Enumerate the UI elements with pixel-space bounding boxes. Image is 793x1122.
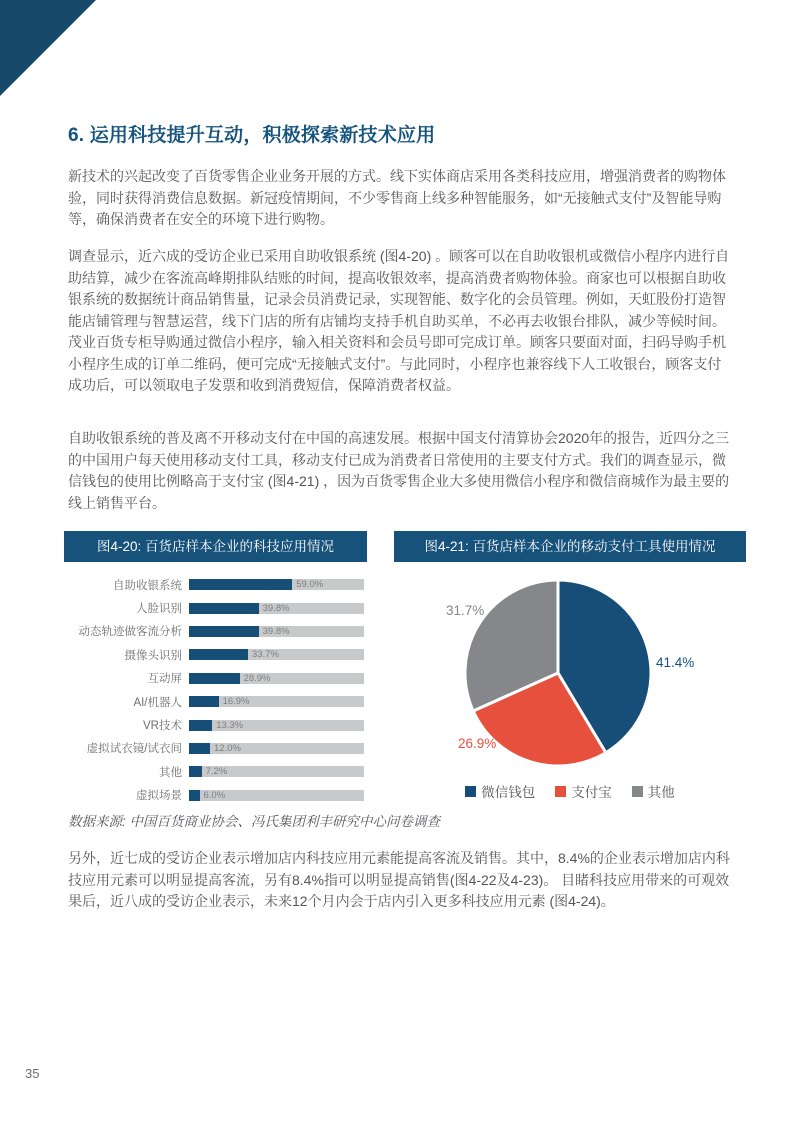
bar-chart	[64, 573, 367, 807]
bar-value-label: 59.0%	[296, 579, 324, 591]
bar-track	[189, 790, 364, 801]
pie-label-alipay: 26.9%	[458, 736, 497, 751]
bar-value-label: 39.8%	[262, 625, 290, 637]
bar-track	[189, 743, 364, 754]
figure-4-21-title: 图4-21: 百货店样本企业的移动支付工具使用情况	[394, 531, 746, 562]
bar-track	[189, 766, 364, 777]
bar-row	[64, 573, 367, 596]
bar-value-label: 13.3%	[216, 719, 244, 731]
bar-row	[64, 596, 367, 619]
figure-4-20-title: 图4-20: 百货店样本企业的科技应用情况	[64, 531, 367, 562]
bar-row	[64, 690, 367, 713]
corner-triangle-decoration	[0, 0, 96, 96]
pie-label-wechat: 41.4%	[656, 655, 695, 670]
figure-4-21	[394, 531, 746, 821]
figure-4-20	[64, 531, 367, 807]
bar-row	[64, 737, 367, 760]
bar-row	[64, 667, 367, 690]
paragraph-intro: 新技术的兴起改变了百货零售企业业务开展的方式。线下实体商店采用各类科技应用，增强消费者的购物体验，同时获得消费信息数据。新冠疫情期间，不少零售商上线多种智能服务，如“无接触式支付”及智能导购等，确保消费者在安全的环境下进行购物。	[68, 168, 726, 227]
bar-fill	[189, 743, 210, 754]
bar-track	[189, 696, 364, 707]
data-source-note: 数据来源: 中国百货商业协会、冯氏集团利丰研究中心问卷调查	[68, 814, 441, 829]
bar-category-label: 虚拟场景	[136, 790, 182, 803]
pie-legend	[394, 781, 746, 801]
bar-fill	[189, 626, 259, 637]
legend-item-other	[632, 781, 675, 801]
bar-value-label: 6.0%	[203, 789, 226, 801]
bar-fill	[189, 790, 200, 801]
bar-row	[64, 643, 367, 666]
bar-track	[189, 720, 364, 731]
bar-fill	[189, 603, 259, 614]
bar-value-label: 16.9%	[222, 696, 250, 708]
paragraph-mobile-payment: 自助收银系统的普及离不开移动支付在中国的高速发展。根据中国支付清算协会2020年的报告，近四分之三的中国用户每天使用移动支付工具，移动支付已成为消费者日常使用的主要支付方式。我们的调查显示，微信钱包的使用比例略高于支付宝 (图4-21) ，因为百货零售企业大多使用微信小程序和微信商城作为最主要的线上销售平台。	[68, 430, 730, 511]
bar-fill	[189, 696, 219, 707]
legend-swatch-wechat-icon	[465, 786, 476, 797]
bar-value-label: 28.9%	[243, 672, 271, 684]
legend-label-alipay: 支付宝	[571, 785, 612, 800]
bar-track	[189, 603, 364, 614]
bar-category-label: 动态轨迹做客流分析	[78, 626, 182, 639]
paragraph-self-checkout: 调查显示，近六成的受访企业已采用自助收银系统 (图4-20) 。顾客可以在自助收银机或微信小程序内进行自助结算，减少在客流高峰期排队结账的时间，提高收银效率，提高消费者购物体验。商家也可以根据自助收银系统的数据统计商品销售量，记录会员消费记录，实现智能、数字化的会员管理。例如，天虹股份打造智能店铺管理与智慧运营，线下门店的所有店铺均支持手机自助买单，不必再去收银台排队，减少等候时间。茂业百货专柜导购通过微信小程序，输入相关资料和会员号即可完成订单。顾客只要面对面，扫码导购手机小程序生成的订单二维码，便可完成“无接触式支付”。与此同时，小程序也兼容线下人工收银台，顾客支付成功后，可以领取电子发票和收到消费短信，保障消费者权益。	[68, 248, 730, 393]
bar-category-label: AI/机器人	[133, 696, 182, 709]
legend-swatch-alipay-icon	[555, 786, 566, 797]
bar-category-label: VR技术	[143, 720, 182, 733]
legend-label-wechat: 微信钱包	[481, 785, 536, 800]
legend-item-alipay	[555, 781, 612, 801]
bar-category-label: 人脸识别	[136, 603, 182, 616]
pie-label-other: 31.7%	[446, 603, 485, 618]
bar-category-label: 自助收银系统	[113, 579, 182, 592]
bar-row	[64, 713, 367, 736]
bar-row	[64, 620, 367, 643]
bar-track	[189, 579, 364, 590]
bar-track	[189, 626, 364, 637]
bar-track	[189, 673, 364, 684]
bar-category-label: 其他	[159, 766, 182, 779]
section-heading: 6. 运用科技提升互动，积极探索新技术应用	[68, 125, 436, 146]
bar-category-label: 互动屏	[147, 673, 182, 686]
bar-fill	[189, 766, 202, 777]
bar-category-label: 摄像头识别	[124, 649, 182, 662]
bar-fill	[189, 579, 292, 590]
bar-track	[189, 649, 364, 660]
legend-item-wechat	[465, 781, 535, 801]
bar-value-label: 7.2%	[205, 766, 228, 778]
bar-fill	[189, 673, 240, 684]
bar-fill	[189, 720, 212, 731]
bar-row	[64, 784, 367, 807]
legend-label-other: 其他	[647, 785, 675, 800]
legend-swatch-other-icon	[632, 786, 643, 797]
bar-value-label: 12.0%	[214, 742, 241, 754]
bar-category-label: 虚拟试衣镜/试衣间	[86, 743, 182, 756]
page-number: 35	[25, 1066, 40, 1081]
bar-fill	[189, 649, 248, 660]
bar-row	[64, 760, 367, 783]
bar-value-label: 39.8%	[262, 602, 290, 614]
bar-value-label: 33.7%	[251, 649, 279, 661]
paragraph-closing: 另外，近七成的受访企业表示增加店内科技应用元素能提高客流及销售。其中，8.4%的企业表示增加店内科技应用元素可以明显提高客流，另有8.4%指可以明显提高销售(图4-22及4-23)。 目睹科技应用带来的可观效果后，近八成的受访企业表示，未来12个月内会于店内引入更多科技应用元素 (图4-24)。	[68, 850, 730, 909]
